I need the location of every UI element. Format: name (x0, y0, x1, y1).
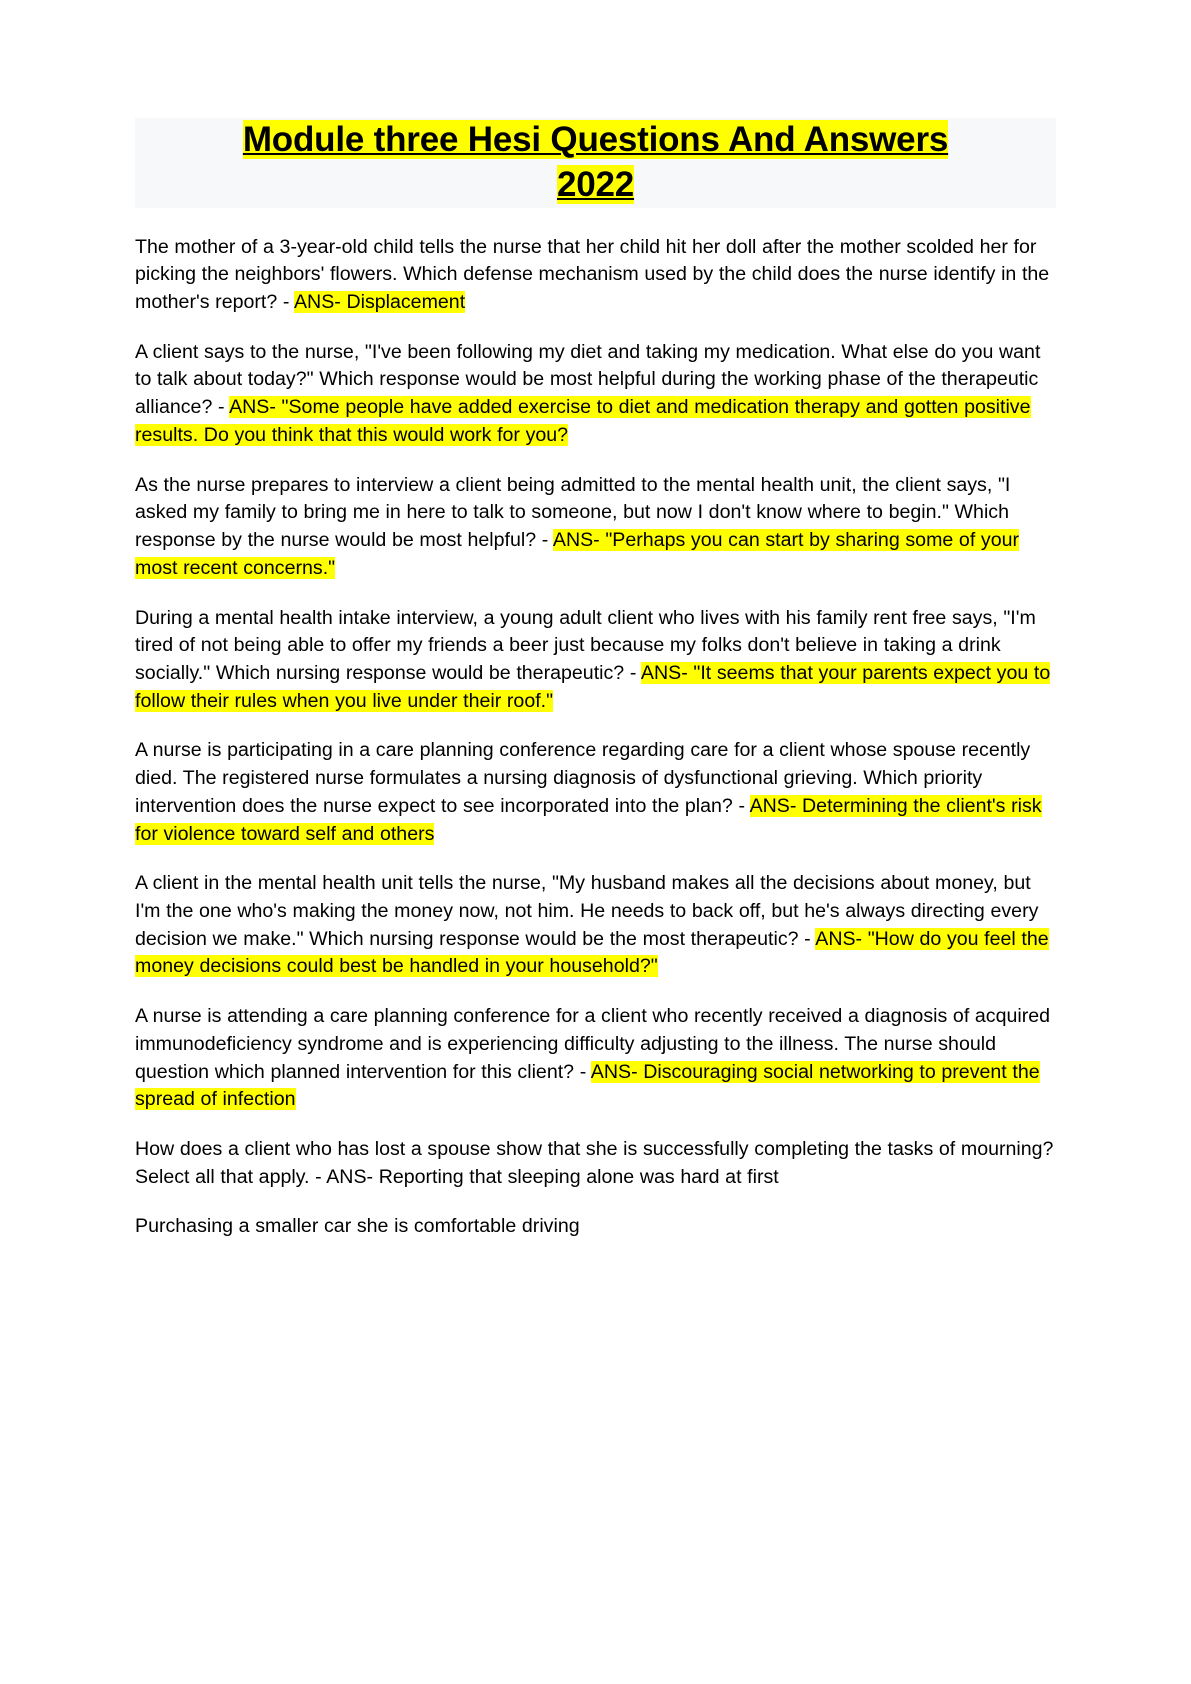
question-text: During a mental health intake interview, a young adult client who lives with his family rent free says, "I'm tired of not being able to offer my friends a beer just because my folks don't believe in taking a drink socially." Which nursing response would be therapeutic? - (135, 606, 1036, 684)
qa-block (135, 472, 1056, 583)
question-text: A client in the mental health unit tells the nurse, "My husband makes all the decisions about money, but I'm the one who's making the money now, not him. He needs to back off, but he's always directing every decision we make." Which nursing response would be the most therapeutic? - (135, 872, 1039, 950)
answer-text: ANS- "How do you feel the money decisions could best be handled in your household?" (135, 927, 1049, 978)
question-text: A client says to the nurse, "I've been following my diet and taking my medication. What else do you want to talk about today?" Which response would be most helpful during the working phase of the therapeutic alliance? - (135, 340, 1041, 419)
question-text: Purchasing a smaller car she is comfortable driving (135, 1215, 580, 1238)
question-text: A nurse is attending a care planning conference for a client who recently received a diagnosis of acquired immunodeficiency syndrome and is experiencing difficulty adjusting to the illness. The nurse should question which planned intervention for this client? - (135, 1005, 1051, 1083)
document-body (135, 234, 1056, 1242)
question-text: As the nurse prepares to interview a client being admitted to the mental health unit, the client says, "I asked my family to bring me in here to talk to someone, but now I don't know where to begin." Which response by the nurse would be most helpful? - (135, 473, 1011, 552)
answer-text: ANS- Discouraging social networking to prevent the spread of infection (135, 1060, 1040, 1111)
qa-block (135, 605, 1056, 716)
answer-text: ANS- "Some people have added exercise to diet and medication therapy and gotten positive results. Do you think that this would work for you? (135, 396, 1031, 446)
question-text: How does a client who has lost a spouse show that she is successfully completing the tasks of mourning? Select all that apply. - ANS- Reporting that sleeping alone was hard at first (135, 1138, 1054, 1188)
qa-block (135, 1213, 1056, 1241)
page-title-line-2: 2022 (556, 164, 635, 204)
answer-text: ANS- "Perhaps you can start by sharing some of your most recent concerns." (135, 529, 1020, 579)
qa-block (135, 870, 1056, 981)
qa-block (135, 737, 1056, 848)
answer-text: ANS- Determining the client's risk for violence toward self and others (135, 794, 1042, 845)
qa-block (135, 1003, 1056, 1114)
answer-text: ANS- Displacement (293, 291, 466, 314)
page-title (135, 118, 1056, 208)
qa-block (135, 339, 1056, 450)
page-title-line-1: Module three Hesi Questions And Answers (242, 120, 949, 159)
question-text: A nurse is participating in a care planning conference regarding care for a client whose spouse recently died. The registered nurse formulates a nursing diagnosis of dysfunctional grieving. Which priority intervention does the nurse expect to see incorporated into the plan? - (135, 739, 1031, 817)
question-text: The mother of a 3-year-old child tells the nurse that her child hit her doll after the mother scolded her for picking the neighbors' flowers. Which defense mechanism used by the child does the nurse identify in the mother's report? - (135, 235, 1050, 314)
answer-text: ANS- "It seems that your parents expect you to follow their rules when you live under their roof." (135, 661, 1051, 712)
qa-block (135, 1136, 1056, 1191)
qa-block (135, 234, 1056, 317)
